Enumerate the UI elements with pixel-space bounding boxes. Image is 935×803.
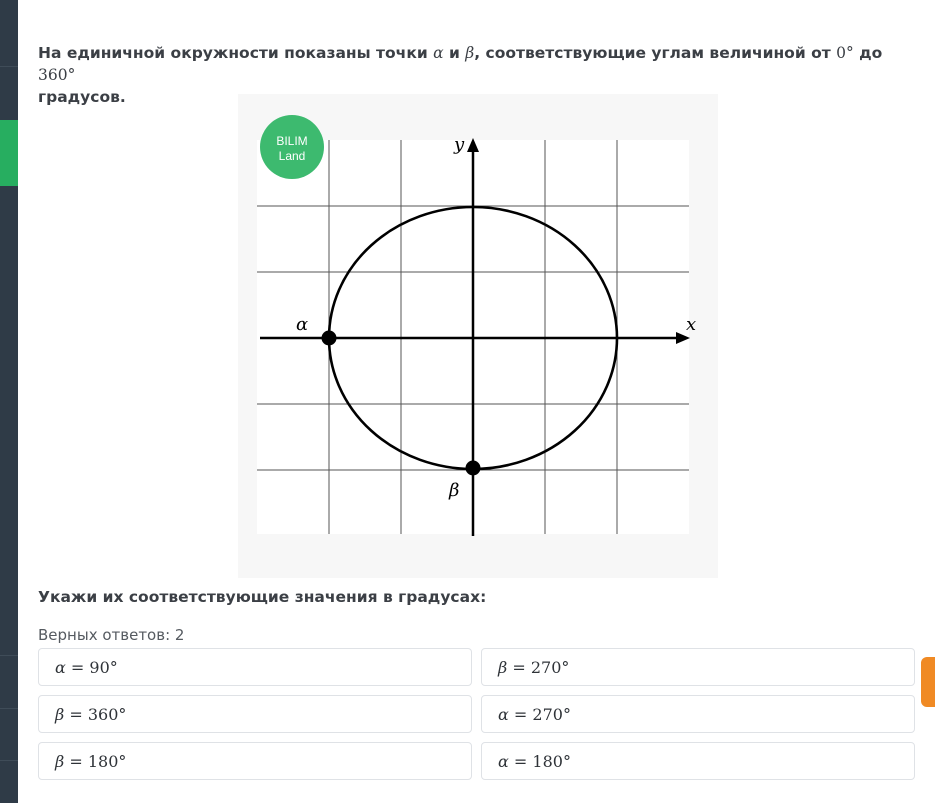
option-symbol: α: [498, 751, 509, 771]
logo-text-line2: Land: [278, 149, 306, 163]
point-alpha: [322, 331, 337, 346]
option-value: = 180°: [513, 751, 571, 771]
sidebar-active-item[interactable]: [0, 120, 18, 186]
instruction-text: Укажи их соответствующие значения в градусах:: [38, 588, 487, 606]
answer-option[interactable]: [481, 648, 915, 686]
option-value: = 270°: [513, 704, 571, 724]
alpha-symbol: α: [433, 44, 444, 62]
option-symbol: α: [498, 704, 509, 724]
question-middle: , соответствующие углам величиной от: [474, 44, 831, 62]
sidebar-divider: [0, 760, 18, 761]
option-value: = 360°: [69, 704, 127, 724]
option-symbol: β: [55, 751, 65, 771]
answer-option[interactable]: [38, 742, 472, 780]
angle-to: 360°: [38, 66, 76, 84]
x-axis-label: x: [686, 314, 697, 335]
option-value: = 180°: [69, 751, 127, 771]
question-conjunction: и: [448, 44, 460, 62]
logo-text-line1: BILIM: [276, 134, 308, 148]
question-suffix: градусов.: [38, 88, 126, 106]
option-symbol: β: [498, 657, 508, 677]
sidebar-divider: [0, 655, 18, 656]
option-value: = 270°: [512, 657, 570, 677]
question-prefix: На единичной окружности показаны точки: [38, 44, 428, 62]
beta-symbol: β: [465, 44, 475, 62]
sidebar-divider: [0, 708, 18, 709]
sidebar-divider: [0, 66, 18, 67]
unit-circle-svg: [238, 94, 718, 578]
option-value: = 90°: [70, 657, 118, 677]
beta-point-label: β: [449, 480, 460, 501]
angle-from: 0°: [836, 44, 854, 62]
answer-option[interactable]: [38, 648, 472, 686]
answer-option[interactable]: [38, 695, 472, 733]
alpha-point-label: α: [296, 314, 309, 335]
answer-option[interactable]: [481, 742, 915, 780]
y-axis-label: y: [454, 134, 465, 155]
question-to-word: до: [859, 44, 883, 62]
unit-circle-figure: [238, 94, 718, 578]
sidebar: [0, 0, 18, 803]
point-beta: [466, 461, 481, 476]
side-feedback-tab[interactable]: [921, 657, 935, 707]
option-symbol: α: [55, 657, 66, 677]
answer-option[interactable]: [481, 695, 915, 733]
correct-answers-count: Верных ответов: 2: [38, 626, 185, 644]
option-symbol: β: [55, 704, 65, 724]
